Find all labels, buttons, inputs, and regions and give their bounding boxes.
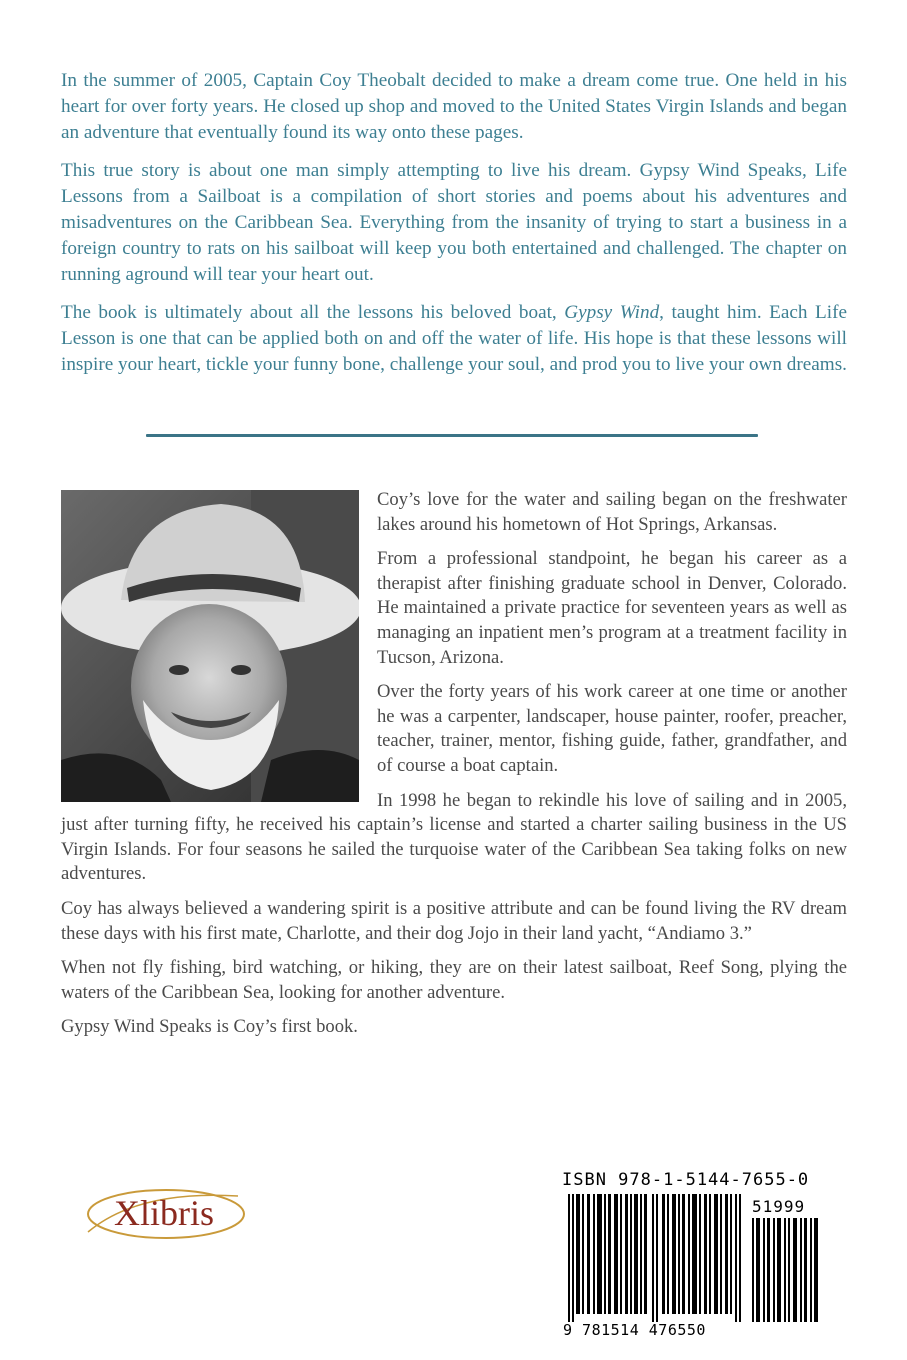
- price-barcode: [752, 1218, 822, 1322]
- author-bio: [61, 488, 847, 1050]
- price-code: 51999: [752, 1197, 806, 1216]
- blurb-paragraph-2: This true story is about one man simply attempting to live his dream. Gypsy Wind Speaks, Life Lessons from a Sailboat is a compilation of short stories and poems about his adventures and misadventures on the Caribbean Sea. Everything from the insanity of trying to start a business in a foreign country to rats on his sailboat will keep you both entertained and challenged. The chapter on running aground will tear your heart out.: [61, 160, 847, 285]
- blurb-p3-start: The book is ultimately about all the lessons his beloved boat,: [61, 302, 565, 323]
- section-divider: [146, 434, 758, 437]
- bio-paragraph-1: Coy’s love for the water and sailing began on the freshwater lakes around his hometown of Hot Springs, Arkansas.: [377, 489, 847, 535]
- back-cover-blurb: [61, 68, 847, 390]
- blurb-paragraph-3: [61, 300, 847, 378]
- boat-name-italic: Gypsy Wind: [564, 302, 660, 323]
- bio-paragraph-2: From a professional standpoint, he began his career as a therapist after finishing graduate school in Denver, Colorado. He maintained a private practice for seventeen years as well as managing an inpatient men’s program at a treatment facility in Tucson, Arizona.: [377, 548, 847, 668]
- bio-paragraph-6: When not fly fishing, bird watching, or hiking, they are on their latest sailboat, Reef Song, plying the waters of the Caribbean Sea, looking for another adventure.: [61, 957, 847, 1003]
- isbn-text: ISBN 978-1-5144-7655-0: [562, 1170, 810, 1190]
- xlibris-logo: [78, 1182, 248, 1246]
- bio-paragraph-3: Over the forty years of his work career at one time or another he was a carpenter, landscaper, house painter, roofer, preacher, teacher, trainer, mentor, fishing guide, father, grandfather, and of course a boat captain.: [377, 681, 847, 776]
- publisher-name: Xlibris: [113, 1193, 215, 1233]
- bio-paragraph-5: Coy has always believed a wandering spirit is a positive attribute and can be found living the RV dream these days with his first mate, Charlotte, and their dog Jojo in their land yacht, “Andiamo 3.”: [61, 897, 847, 944]
- author-photo: [61, 490, 359, 802]
- bio-paragraph-7: Gypsy Wind Speaks is Coy’s first book.: [61, 1016, 358, 1038]
- barcode-digits: 9 781514 476550: [563, 1321, 706, 1339]
- blurb-p3-end: , taught him. Each Life Lesson is one that can be applied both on and off the water of life. His hope is that these lessons will inspire your heart, tickle your funny bone, challenge your soul, and prod you to live your own dreams.: [61, 302, 847, 375]
- isbn-barcode: [568, 1194, 746, 1322]
- blurb-paragraph-1: In the summer of 2005, Captain Coy Theobalt decided to make a dream come true. One held in his heart for over forty years. He closed up shop and moved to the United States Virgin Islands and began an adventure that eventually found its way onto these pages.: [61, 70, 847, 143]
- bio-paragraph-4: In 1998 he began to rekindle his love of sailing and in 2005, just after turning fifty, he received his captain’s license and started a charter sailing business in the US Virgin Islands. For four seasons he sailed the turquoise water of the Caribbean Sea taking folks on new adventures.: [61, 789, 847, 885]
